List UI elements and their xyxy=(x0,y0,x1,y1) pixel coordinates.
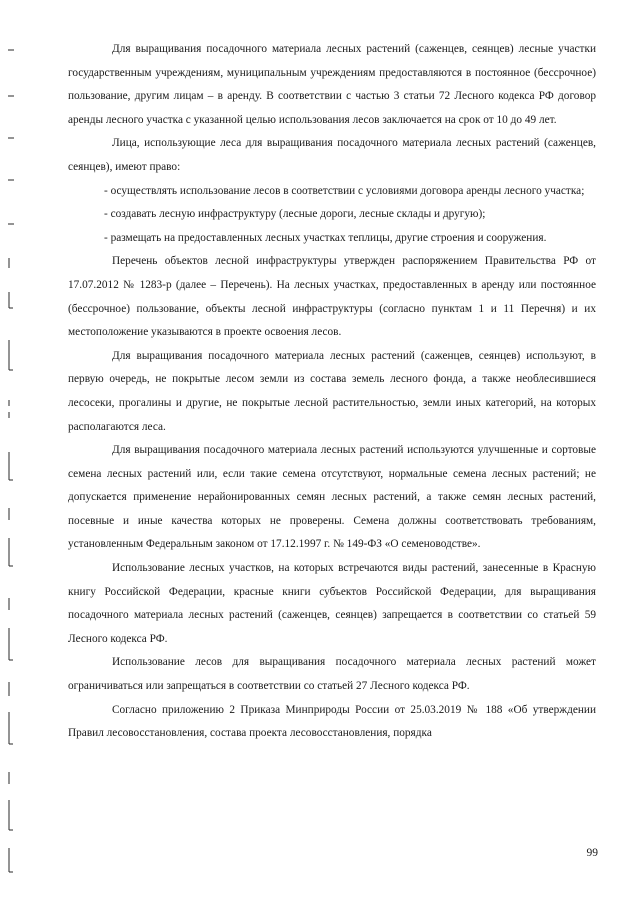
paragraph-5: Для выращивания посадочного материала лесных растений используются улучшенные и сортовые семена лесных растений или, если такие семена отсутствуют, нормальные семена лесных растений; не допускается применение нерайонированных семян лесных растений, а также семян лесных растений, посевные и иные качества которых не проверены. Семена должны соответствовать требованиям, установленным Федеральным законом от 17.12.1997 г. № 149-ФЗ «О семеноводстве». xyxy=(68,444,596,551)
paragraph-8: Согласно приложению 2 Приказа Минприроды России от 25.03.2019 № 188 «Об утверждении Правил лесовосстановления, состава проекта лесовосстановления, порядка xyxy=(68,703,596,740)
paragraph-3: Перечень объектов лесной инфраструктуры утвержден распоряжением Правительства РФ от 17.07.2012 № 1283-р (далее – Перечень). На лесных участках, предоставленных в аренду или постоянное (бессрочное) пользование, объекты лесной инфраструктуры (согласно пунктам 1 и 11 Перечня) и их местоположение указываются в проекте освоения лесов. xyxy=(68,255,596,339)
paragraph-6: Использование лесных участков, на которых встречаются виды растений, занесенные в Красную книгу Российской Федерации, красные книги субъектов Российской Федерации, для выращивания посадочного материала лесных растений (саженцев, сеянцев) запрещается в соответствии со статьей 59 Лесного кодекса РФ. xyxy=(68,562,596,645)
binding-margin-marks xyxy=(0,0,30,905)
margin-marks-graphic xyxy=(0,0,30,905)
paragraph-1: Для выращивания посадочного материала лесных растений (саженцев, сеянцев) лесные участки государственным учреждениям, муниципальным учреждениям предоставляются в постоянное (бессрочное) пользование, другим лицам – в аренду. В соответствии с частью 3 статьи 72 Лесного кодекса РФ договор аренды лесного участка с указанной целью использования лесов заключается на срок от 10 до 49 лет. xyxy=(68,43,596,126)
document-body xyxy=(68,38,596,746)
page-number: 99 xyxy=(586,847,598,859)
paragraph-2: Лица, использующие леса для выращивания посадочного материала лесных растений (саженцев, сеянцев), имеют право: xyxy=(68,137,596,173)
paragraph-4: Для выращивания посадочного материала лесных растений (саженцев, сеянцев) используют, в первую очередь, не покрытые лесом земли из состава земель лесного фонда, а также необлесившиеся лесосеки, прогалины и другие, не покрытые лесной растительностью, земли иных категорий, на которых располагаются леса. xyxy=(68,349,596,433)
list-item-2: - создавать лесную инфраструктуру (лесные дороги, лесные склады и другую); xyxy=(104,208,486,221)
list-item-3: - размещать на предоставленных лесных участках теплицы, другие строения и сооружения. xyxy=(104,231,547,244)
paragraph-7: Использование лесов для выращивания посадочного материала лесных растений может ограничиваться или запрещаться в соответствии со статьей 27 Лесного кодекса РФ. xyxy=(68,656,596,693)
list-item-1: - осуществлять использование лесов в соответствии с условиями договора аренды лесного участка; xyxy=(104,184,585,197)
